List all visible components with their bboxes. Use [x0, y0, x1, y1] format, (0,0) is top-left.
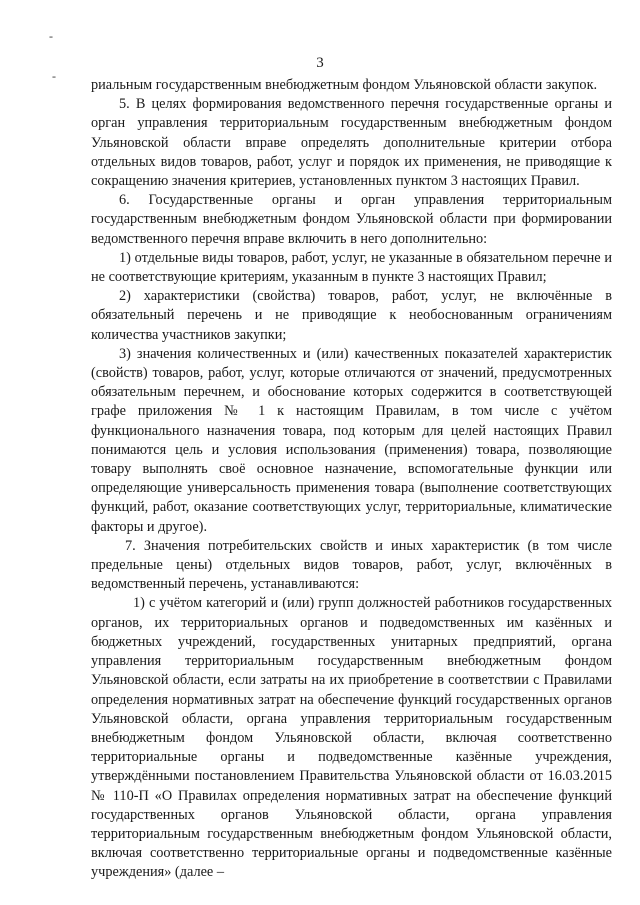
page-number: 3: [316, 55, 324, 71]
paragraph-item-6-2: 2) характеристики (свойства) товаров, работ, услуг, не включённые в обязательный перечень и не приводящие к необоснованным ограничениям количества участников закупки;: [91, 288, 612, 343]
document-body: [91, 76, 612, 883]
paragraph-item-7: 7. Значения потребительских свойств и иных характеристик (в том числе предельные цены) отдельных видов товаров, работ, услуг, включённых в ведомственный перечень, устанавливаются:: [91, 537, 612, 593]
paragraph-item-7-1: 1) с учётом категорий и (или) групп должностей работников государственных органов, их территориальных органов и подведомственных им казённых и бюджетных учреждений, государственных унитарных предприятий, органа управления территориальным государственным внебюджетным фондом Ульяновской области, если затраты на их приобретение в соответствии с Правилами определения нормативных затрат на обеспечение функций государственных органов Ульяновской области, органа управления территориальным государственным внебюджетным фондом Ульяновской области, включая соответственно территориальные органы и подведомственные казённые учреждения, утверждёнными постановлением Правительства Ульяновской области от 16.03.2015 № 110-П «О Правилах определения нормативных затрат на обеспечение функций государственных органов Ульяновской области, органа управления территориальным государственным внебюджетным фондом Ульяновской области, включая соответственно территориальные органы и подведомственные казённые учреждения» (далее –: [91, 595, 612, 881]
scan-mark: -: [49, 29, 53, 43]
paragraph-continuation: риальным государственным внебюджетным фондом Ульяновской области закупок.: [91, 77, 598, 93]
paragraph-item-5: 5. В целях формирования ведомственного перечня государственные органы и орган управления территориальным государственным внебюджетным фондом Ульяновской области вправе определять дополнительные критерии отбора отдельных видов товаров, работ, услуг и порядок их применения, не приводящие к сокращению значения критериев, установленных пунктом 3 настоящих Правил.: [91, 96, 612, 190]
paragraph-item-6-1: 1) отдельные виды товаров, работ, услуг, не указанные в обязательном перечне и не соответствующие критериям, указанным в пункте 3 настоящих Правил;: [91, 249, 612, 286]
paragraph-item-6: 6. Государственные органы и орган управления территориальным государственным внебюджетным фондом Ульяновской области при формировании ведомственного перечня вправе включить в него дополнительно:: [91, 192, 612, 247]
scan-mark: -: [52, 69, 56, 83]
paragraph-item-6-3: 3) значения количественных и (или) качественных показателей характеристик (свойств) товаров, работ, услуг, которые отличаются от значений, предусмотренных обязательным перечнем, и обоснование которых содержится в соответствующей графе приложения № 1 к настоящим Правилам, в том числе с учётом функционального назначения товара, под которым для целей настоящих Правил понимаются цель и условия использования (применения) товара, позволяющие товару выполнять своё основное назначение, вспомогательные функции или определяющие универсальность применения товара (выполнение соответствующих функций, работ, оказание соответствующих услуг, территориальные, климатические факторы и другое).: [91, 345, 612, 535]
